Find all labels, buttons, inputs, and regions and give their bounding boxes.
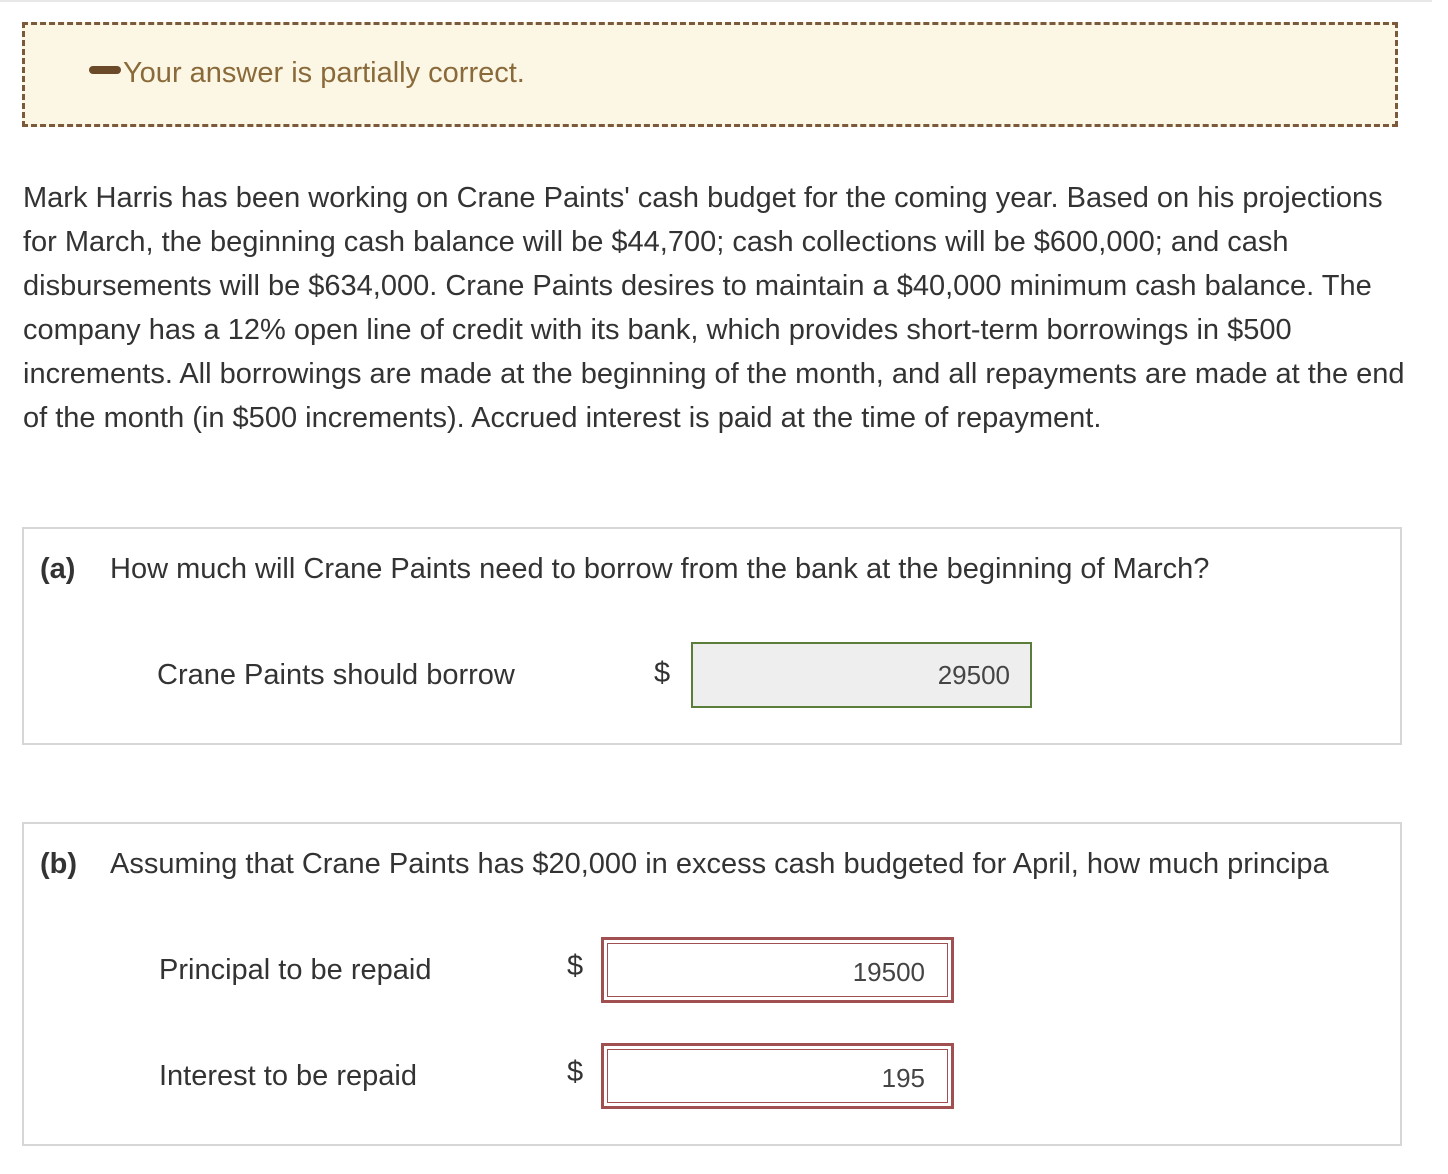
principal-label: Principal to be repaid (159, 954, 432, 986)
part-a-letter: (a) (40, 553, 76, 585)
part-a-section (22, 527, 1402, 745)
scrollbar-track[interactable] (1432, 0, 1448, 1174)
part-b-section (22, 822, 1402, 1146)
part-a-question: How much will Crane Paints need to borrow from the bank at the beginning of March? (110, 553, 1210, 585)
borrow-amount-input[interactable]: 29500 (691, 642, 1032, 708)
dollar-sign: $ (567, 950, 584, 982)
interest-label: Interest to be repaid (159, 1060, 417, 1092)
interest-amount-input[interactable]: 195 (607, 1049, 948, 1103)
interest-input-frame[interactable] (601, 1043, 954, 1109)
part-b-question: Assuming that Crane Paints has $20,000 in excess cash budgeted for April, how much principa (110, 848, 1329, 880)
principal-input-frame[interactable] (601, 937, 954, 1003)
top-divider (0, 0, 1448, 2)
problem-statement: Mark Harris has been working on Crane Paints' cash budget for the coming year. Based on his projections for March, the beginning cash balance will be $44,700; cash collections will be $600,000; and cash disbursements will be $634,000. Crane Paints desires to maintain a $40,000 minimum cash balance. The company has a 12% open line of credit with its bank, which provides short-term borrowings in $500 increments. All borrowings are made at the beginning of the month, and all repayments are made at the end of the month (in $500 increments). Accrued interest is paid at the time of repayment. (23, 182, 1405, 434)
part-b-letter: (b) (40, 848, 78, 880)
dollar-sign: $ (654, 657, 671, 689)
dollar-sign: $ (567, 1056, 584, 1088)
partial-correct-icon (89, 66, 121, 74)
feedback-status-text: Your answer is partially correct. (123, 57, 525, 89)
principal-amount-input[interactable]: 19500 (607, 943, 948, 997)
borrow-label: Crane Paints should borrow (157, 659, 515, 691)
feedback-banner (22, 22, 1398, 127)
